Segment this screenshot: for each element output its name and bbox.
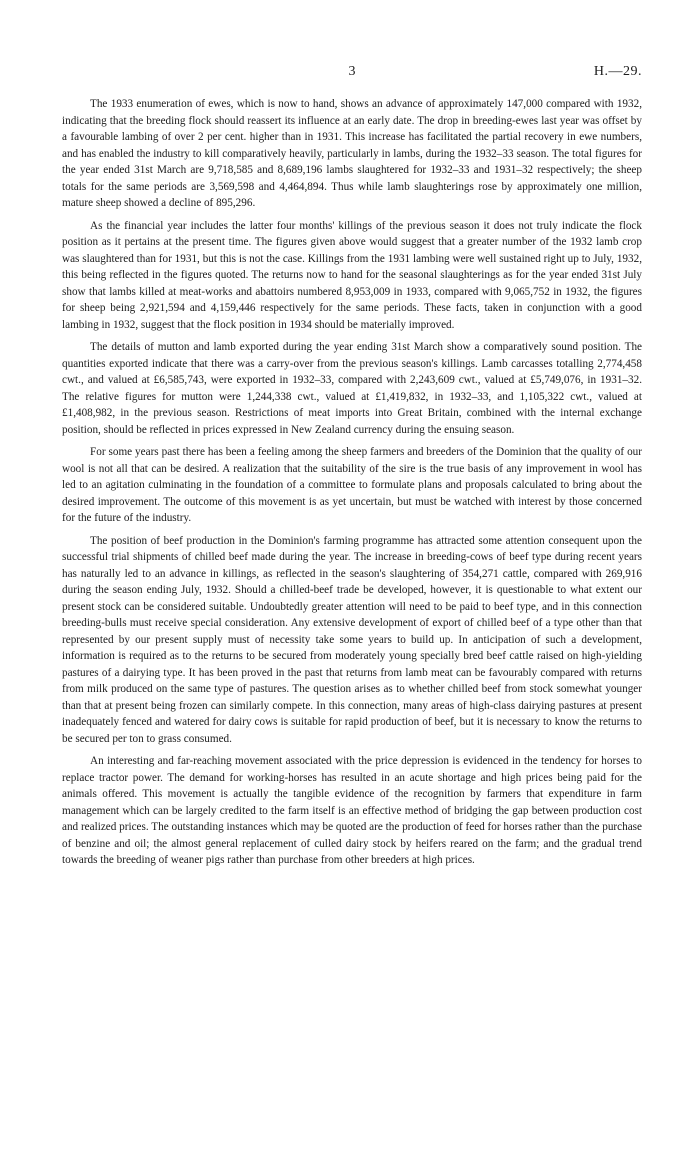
paragraph-beef-production: The position of beef production in the Dominion's farming programme has attracted some attention consequent upon the successful trial shipments of chilled beef made during the year. The increase in breeding-cows of beef type during recent years has naturally led to an advance in killings, as reflected in the season's slaughtering of 354,271 cattle, compared with 269,916 during the season ending July, 1932. Should a chilled-beef trade be developed, however, it is questionable to what extent our present stock can be considered suitable. Undoubtedly greater attention will need to be paid to beef type, and in this connection breeding-bulls must receive special consideration. Any extensive development of export of chilled beef of a type other than that represented by our present supply must of necessity take some years to build up. In anticipation of such a development, information is required as to the returns to be secured from moderately young specially bred beef cattle raised on high-yielding pastures of a dairying type. It has been proved in the past that returns from lamb meat can be favourably compared with returns from milk produced on the same type of pastures. The question arises as to whether chilled beef from stock somewhat younger than that at present being frozen can similarly compete. In this connection, many areas of high-class dairying pastures at present inadequately fenced and watered for dairy cows is suitable for rapid production of beef, but it is necessary to know the returns to be secured per ton to grass consumed.	[62, 534, 642, 745]
paragraph-ewe-enumeration: The 1933 enumeration of ewes, which is now to hand, shows an advance of approximately 147,000 compared with 1932, indicating that the breeding flock should reassert its influence at an early date. The drop in breeding-ewes last year was offset by a favourable lambing of over 2 per cent. higher than in 1931. This increase has facilitated the partial recovery in ewe numbers, and has enabled the industry to kill comparatively heavily, particularly in lambs, during the 1932–33 season. The total figures for the year ended 31st March are 9,718,585 and 8,689,196 lambs slaughtered for 1932–33 and 1931–32 respectively; the sheep totals for the same periods are 3,569,598 and 4,464,894. Thus while lamb slaughterings rose by approximately one million, mature sheep showed a decline of 895,296.	[62, 98, 642, 209]
paragraph-wool-quality: For some years past there has been a feeling among the sheep farmers and breeders of the Dominion that the quality of our wool is not all that can be desired. A realization that the suitability of the sire is the true basis of any improvement in wool has led to an agitation culminating in the foundation of a committee to formulate plans and proposals calculated to bring about the desired improvement. The outcome of this movement is as yet uncertain, but must be watched with interest by those concerned for the future of the industry.	[62, 446, 642, 524]
paragraph-horses-tractor: An interesting and far-reaching movement associated with the price depression is evidenced in the tendency for horses to replace tractor power. The demand for working-horses has resulted in an acute shortage and high prices being paid for the animals offered. This movement is actually the tangible evidence of the recognition by farmers that expenditure in farm management which can be largely credited to the farm itself is an effective method of bridging the gap between production cost and realized prices. The outstanding instances which may be quoted are the production of feed for horses rather than the purchase of benzine and oil; the almost general replacement of culled dairy stock by heifers reared on the farm; and the gradual trend towards the breeding of weaner pigs rather than purchase from other breeders at high prices.	[62, 755, 642, 866]
paragraph-flock-position: As the financial year includes the latter four months' killings of the previous season it does not truly indicate the flock position as it pertains at the present time. The figures given above would suggest that a greater number of the 1932 lamb crop was slaughtered than for 1931, but this is not the case. Killings from the 1931 lambing were well sustained right up to July, 1932, this being reflected in the figures quoted. The returns now to hand for the seasonal slaughterings as for the year ended 31st July show that lambs killed at meat-works and abattoirs numbered 8,953,009 in 1933, compared with 9,065,752 in 1932, the figures for sheep being 2,921,594 and 4,159,446 respectively for the same periods. These facts, taken in conjunction with a good lambing in 1932, suggest that the flock position in 1934 should be materially improved.	[62, 219, 642, 331]
document-reference: H.—29.	[593, 64, 642, 79]
report-body	[62, 96, 642, 875]
paragraph-mutton-lamb-exports: The details of mutton and lamb exported during the year ending 31st March show a comparatively sound position. The quantities exported indicate that there was a carry-over from the previous season's killings. Lamb carcasses totalling 2,774,458 cwt., and valued at £6,585,743, were exported in 1932–33, compared with 2,243,609 cwt., valued at £5,749,076, in 1931–32. The relative figures for mutton were 1,244,338 cwt., valued at £1,419,832, in 1932–33, and 1,105,322 cwt., valued at £1,408,982, in the previous season. Restrictions of meat imports into Great Britain, combined with the internal exchange position, should be reflected in prices expressed in New Zealand currency during the ensuing season.	[62, 341, 642, 436]
page-number: 3	[348, 64, 356, 79]
page-header	[62, 64, 642, 84]
